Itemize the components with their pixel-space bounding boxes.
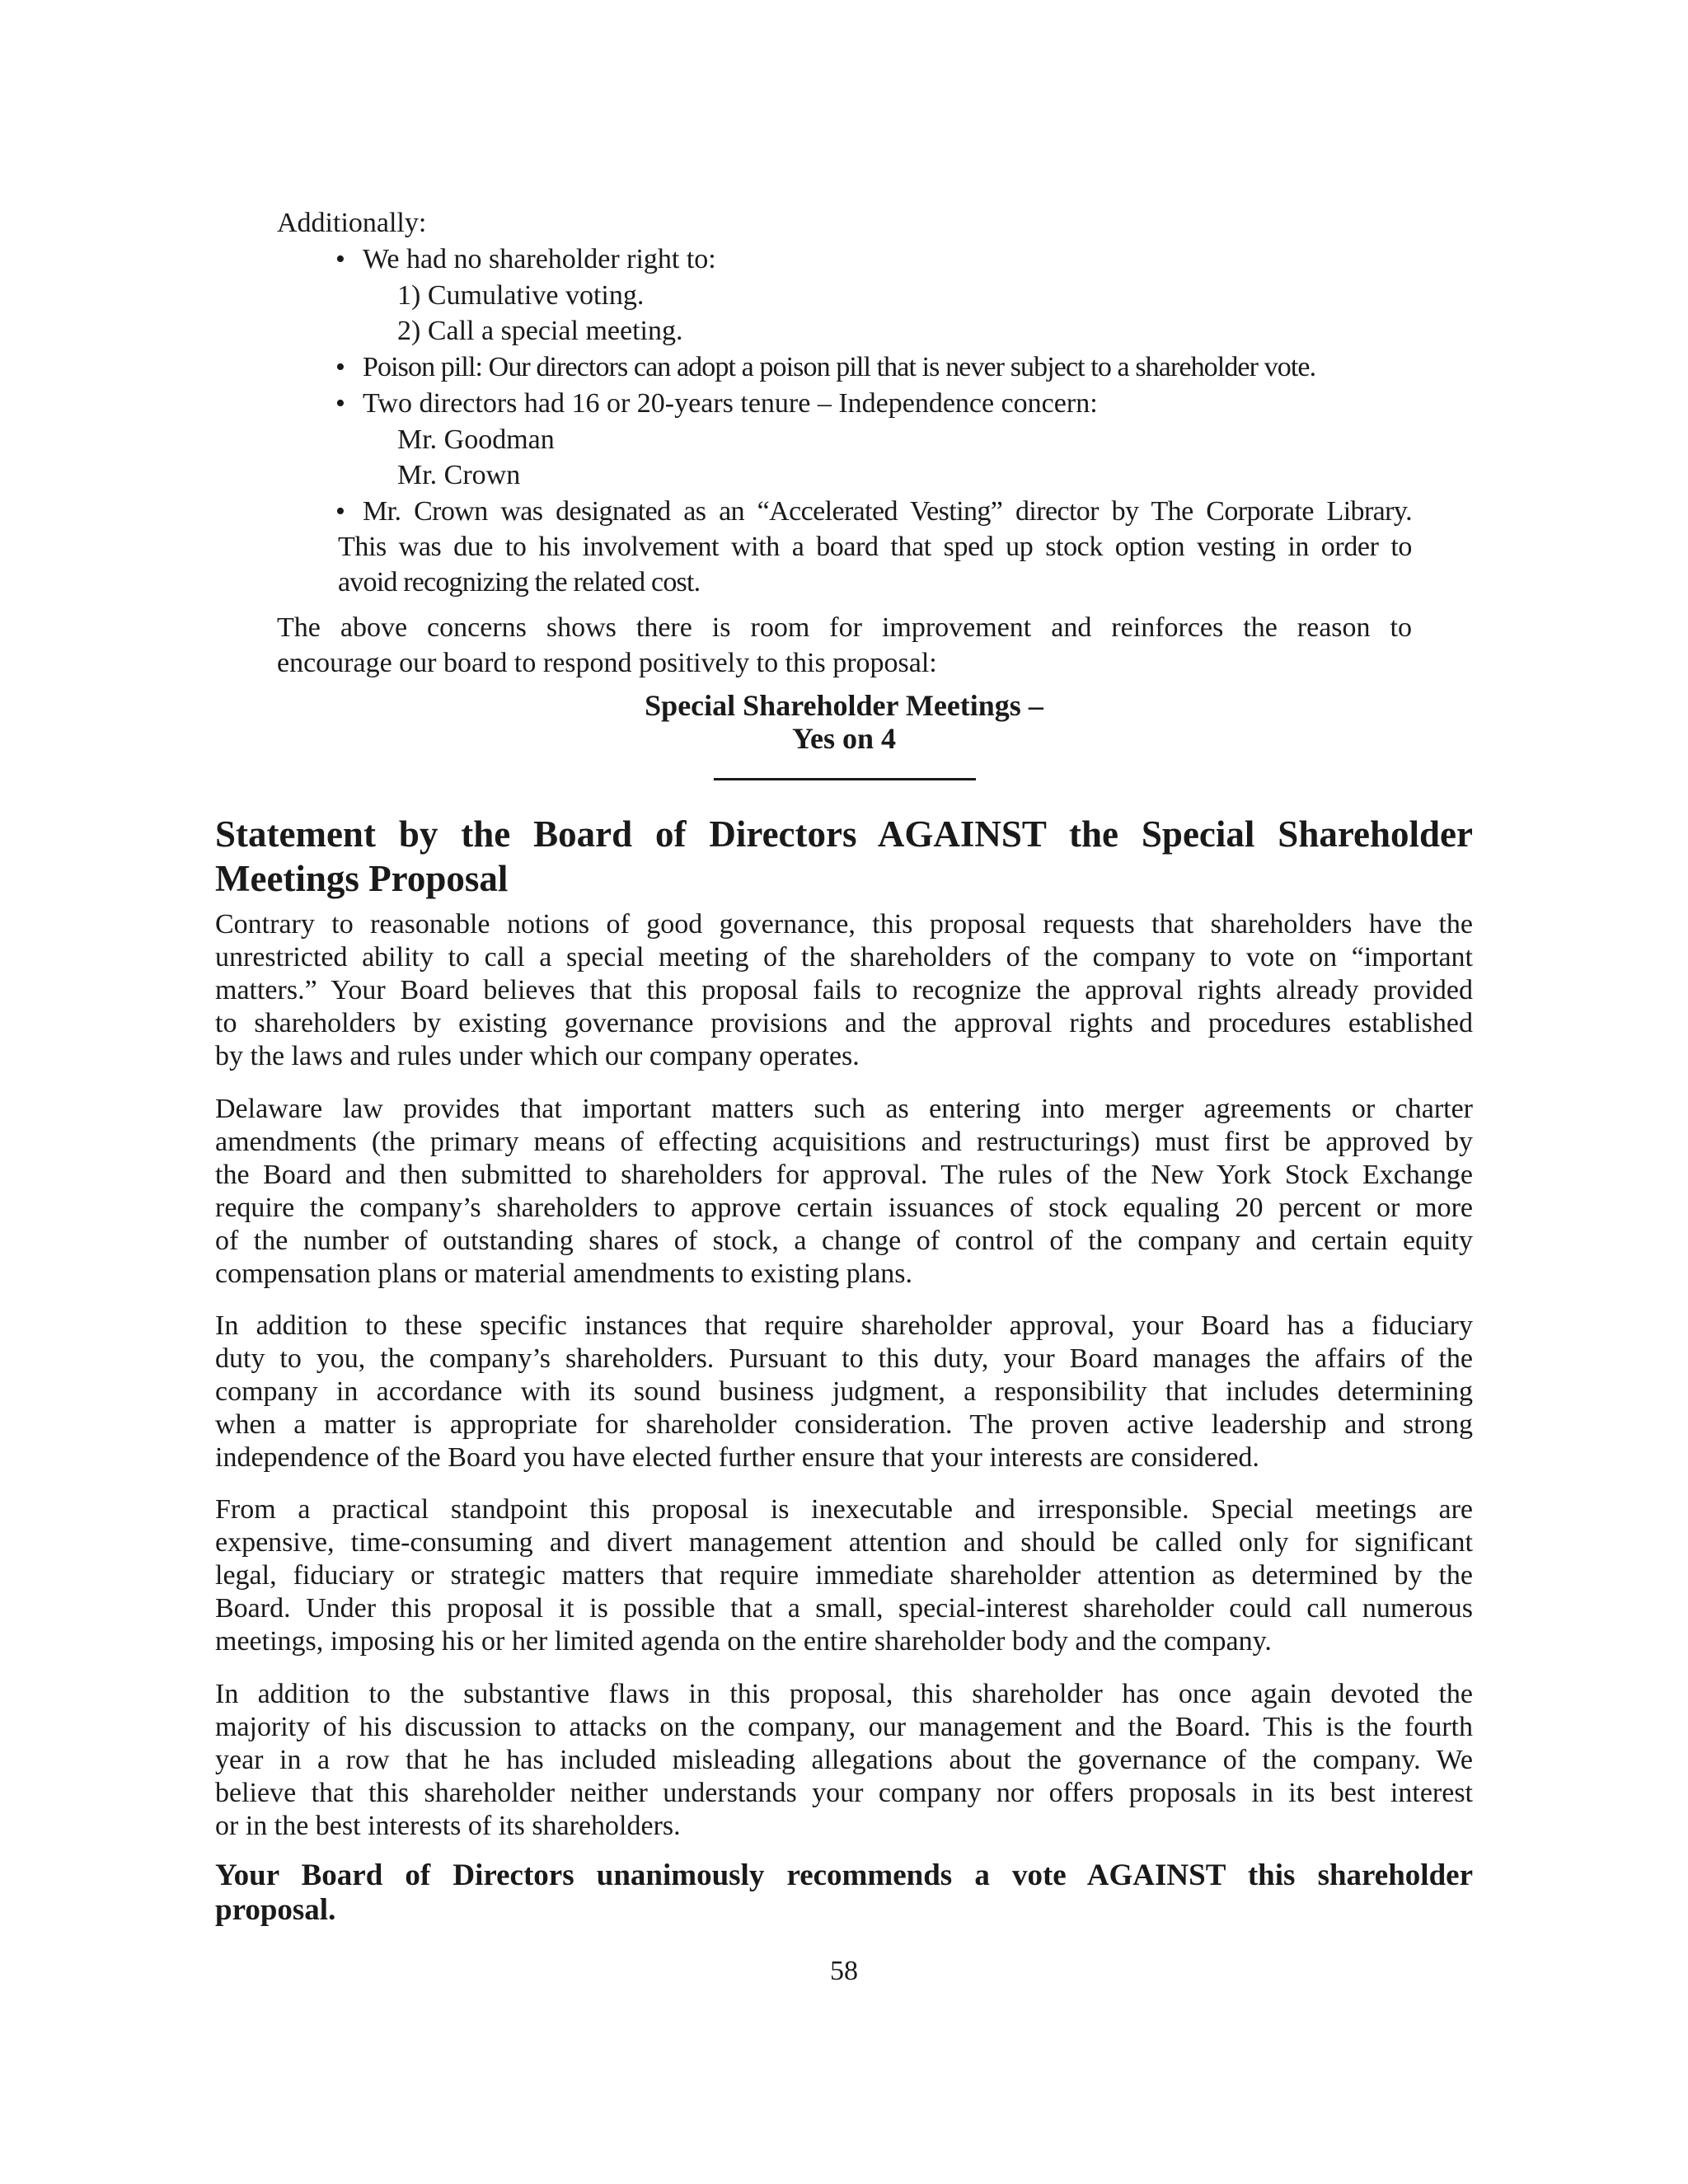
body-paragraph-line: to shareholders by existing governance provisions and the approval rights and procedures established bbox=[215, 1008, 1473, 1038]
director-name-crown: Mr. Crown bbox=[397, 460, 521, 490]
body-paragraph-line: Delaware law provides that important matters such as entering into merger agreements or charter bbox=[215, 1094, 1473, 1124]
statement-heading: Statement by the Board of Directors AGAINST the Special Shareholder bbox=[215, 813, 1473, 855]
page-number: 58 bbox=[830, 1956, 858, 1986]
board-recommendation-continued: proposal. bbox=[215, 1893, 336, 1927]
statement-heading-continued: Meetings Proposal bbox=[215, 858, 509, 899]
bullet-accelerated-vesting-line: avoid recognizing the related cost. bbox=[338, 567, 701, 598]
body-paragraph-line: amendments (the primary means of effecting acquisitions and restructurings) must first be approved by bbox=[215, 1127, 1473, 1157]
body-paragraph-line: Board. Under this proposal it is possible that a small, special-interest shareholder could call numerous bbox=[215, 1593, 1473, 1624]
sub-item-special-meeting: 2) Call a special meeting. bbox=[397, 316, 683, 346]
bullet-poison-pill: Poison pill: Our directors can adopt a poison pill that is never subject to a shareholder vote. bbox=[363, 352, 1316, 382]
body-paragraph-line: matters.” Your Board believes that this proposal fails to recognize the approval rights already provided bbox=[215, 975, 1473, 1005]
body-paragraph-line: legal, fiduciary or strategic matters that require immediate shareholder attention as determined by the bbox=[215, 1560, 1473, 1591]
body-paragraph-line: From a practical standpoint this proposal is inexecutable and irresponsible. Special meetings are bbox=[215, 1494, 1473, 1525]
body-paragraph-line: expensive, time-consuming and divert management attention and should be called only for significant bbox=[215, 1527, 1473, 1558]
callout-title: Special Shareholder Meetings – bbox=[645, 689, 1043, 722]
body-paragraph-line: majority of his discussion to attacks on the company, our management and the Board. This is the fourth bbox=[215, 1712, 1473, 1742]
bullet-no-shareholder-right: We had no shareholder right to: bbox=[363, 244, 716, 274]
body-paragraph-line: independence of the Board you have elected further ensure that your interests are considered. bbox=[215, 1442, 1259, 1473]
bullet-marker: • bbox=[335, 352, 345, 382]
body-paragraph-line: or in the best interests of its shareholders. bbox=[215, 1811, 681, 1841]
body-paragraph-line: unrestricted ability to call a special meeting of the shareholders of the company to vote on “important bbox=[215, 942, 1473, 972]
sub-item-cumulative-voting: 1) Cumulative voting. bbox=[397, 280, 645, 311]
bullet-marker: • bbox=[335, 496, 345, 527]
body-paragraph-line: In addition to the substantive flaws in this proposal, this shareholder has once again devoted the bbox=[215, 1679, 1473, 1709]
concerns-paragraph-line: The above concerns shows there is room for improvement and reinforces the reason to bbox=[277, 612, 1412, 643]
body-paragraph-line: require the company’s shareholders to approve certain issuances of stock equaling 20 percent or more bbox=[215, 1193, 1473, 1223]
bullet-marker: • bbox=[335, 244, 345, 274]
section-divider bbox=[714, 778, 976, 780]
body-paragraph-line: when a matter is appropriate for shareholder consideration. The proven active leadership and strong bbox=[215, 1409, 1473, 1440]
body-paragraph-line: believe that this shareholder neither understands your company nor offers proposals in its best interest bbox=[215, 1778, 1473, 1808]
concerns-paragraph-line: encourage our board to respond positively to this proposal: bbox=[277, 648, 937, 678]
body-paragraph-line: In addition to these specific instances that require shareholder approval, your Board has a fiduciary bbox=[215, 1310, 1473, 1341]
bullet-director-tenure: Two directors had 16 or 20-years tenure – Independence concern: bbox=[363, 388, 1098, 419]
body-paragraph-line: compensation plans or material amendments to existing plans. bbox=[215, 1258, 913, 1289]
body-paragraph-line: by the laws and rules under which our company operates. bbox=[215, 1041, 860, 1071]
callout-vote: Yes on 4 bbox=[791, 722, 897, 755]
body-paragraph-line: Contrary to reasonable notions of good governance, this proposal requests that shareholders have the bbox=[215, 909, 1473, 940]
bullet-marker: • bbox=[335, 388, 345, 419]
board-recommendation: Your Board of Directors unanimously recommends a vote AGAINST this shareholder bbox=[215, 1858, 1473, 1892]
body-paragraph-line: company in accordance with its sound business judgment, a responsibility that includes determining bbox=[215, 1376, 1473, 1407]
body-paragraph-line: of the number of outstanding shares of stock, a change of control of the company and certain equity bbox=[215, 1226, 1473, 1256]
body-paragraph-line: year in a row that he has included misleading allegations about the governance of the company. We bbox=[215, 1745, 1473, 1775]
bullet-accelerated-vesting-line: This was due to his involvement with a board that sped up stock option vesting in order to bbox=[338, 532, 1412, 562]
body-paragraph-line: meetings, imposing his or her limited agenda on the entire shareholder body and the company. bbox=[215, 1626, 1272, 1657]
body-paragraph-line: duty to you, the company’s shareholders. Pursuant to this duty, your Board manages the affairs of the bbox=[215, 1343, 1473, 1374]
bullet-accelerated-vesting-line: Mr. Crown was designated as an “Accelerated Vesting” director by The Corporate Library. bbox=[363, 496, 1412, 527]
body-paragraph-line: the Board and then submitted to shareholders for approval. The rules of the New York Stock Exchange bbox=[215, 1160, 1473, 1190]
additionally-label: Additionally: bbox=[277, 208, 427, 238]
director-name-goodman: Mr. Goodman bbox=[397, 424, 555, 455]
